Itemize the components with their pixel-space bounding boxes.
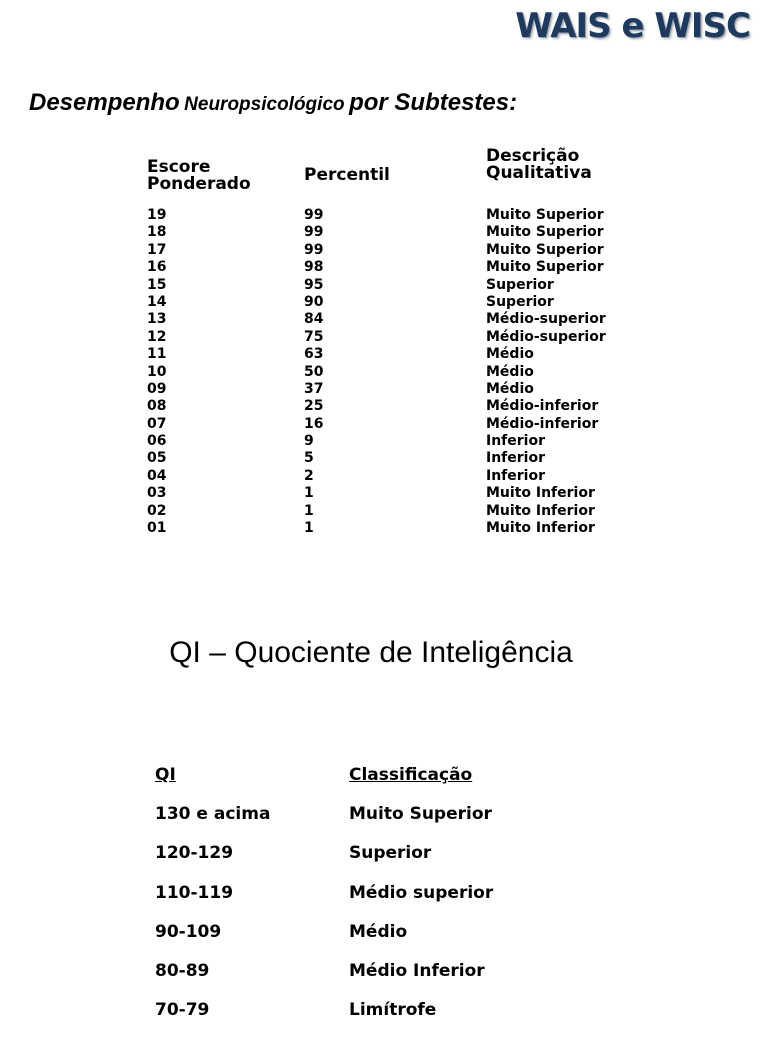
percentile-cell: 37	[304, 380, 324, 397]
qi-class-cell: Médio	[349, 921, 408, 942]
qi-class-cell: Médio superior	[349, 882, 494, 903]
score-cell: 04	[147, 467, 167, 484]
qi-range-cell: 90-109	[155, 921, 222, 942]
percentile-cell: 99	[304, 224, 324, 241]
description-cell: Médio-inferior	[486, 415, 599, 432]
table-row	[147, 224, 647, 241]
percentile-cell: 25	[304, 398, 324, 415]
qi-class-cell: Médio Inferior	[349, 960, 485, 981]
table-row	[155, 842, 635, 881]
description-cell: Superior	[486, 276, 554, 293]
score-cell: 14	[147, 293, 167, 310]
score-cell: 13	[147, 311, 167, 328]
header-escore-line1: Escore	[147, 157, 211, 177]
score-cell: 06	[147, 433, 167, 450]
section-heading-part3: por Subtestes:	[349, 89, 518, 116]
description-cell: Inferior	[486, 433, 545, 450]
description-cell: Médio-inferior	[486, 398, 599, 415]
score-cell: 09	[147, 380, 167, 397]
score-cell: 07	[147, 415, 167, 432]
qi-range-cell: 80-89	[155, 960, 210, 981]
percentile-cell: 99	[304, 207, 324, 223]
score-cell: 10	[147, 363, 167, 380]
table-row	[147, 450, 647, 467]
percentile-cell: 84	[304, 311, 324, 328]
table-row	[155, 803, 635, 842]
description-cell: Superior	[486, 293, 554, 310]
description-cell: Muito Inferior	[486, 485, 595, 502]
description-cell: Inferior	[486, 467, 545, 484]
description-cell: Muito Superior	[486, 207, 604, 223]
score-cell: 12	[147, 328, 167, 345]
table-row	[147, 207, 647, 224]
percentile-cell: 2	[304, 467, 314, 484]
qi-class-cell: Muito Superior	[349, 804, 492, 825]
score-table	[147, 145, 647, 537]
description-cell: Muito Inferior	[486, 520, 595, 537]
qi-class-cell: Superior	[349, 843, 432, 864]
percentile-cell: 95	[304, 276, 324, 293]
percentile-cell: 1	[304, 485, 314, 502]
table-row	[155, 882, 635, 921]
table-row	[147, 346, 647, 363]
score-cell: 15	[147, 276, 167, 293]
header-descricao-qualitativa	[486, 148, 636, 182]
table-row	[147, 520, 647, 537]
percentile-cell: 99	[304, 241, 324, 258]
table-row	[147, 259, 647, 276]
percentile-cell: 98	[304, 259, 324, 276]
table-row	[147, 485, 647, 502]
table-row	[147, 468, 647, 485]
percentile-cell: 5	[304, 450, 314, 467]
description-cell: Inferior	[486, 450, 545, 467]
description-cell: Médio	[486, 380, 534, 397]
description-cell: Médio-superior	[486, 328, 606, 345]
percentile-cell: 16	[304, 415, 324, 432]
percentile-cell: 9	[304, 433, 314, 450]
score-cell: 16	[147, 259, 167, 276]
header-qi: QI	[155, 765, 176, 785]
score-cell: 08	[147, 398, 167, 415]
score-cell: 05	[147, 450, 167, 467]
description-cell: Médio	[486, 346, 534, 363]
description-cell: Muito Superior	[486, 224, 604, 241]
section-heading-part1: Desempenho	[29, 89, 180, 116]
header-percentil: Percentil	[304, 165, 390, 185]
score-cell: 02	[147, 502, 167, 519]
score-cell: 17	[147, 241, 167, 258]
brand-title: WAIS e WISC	[515, 6, 750, 46]
header-classificacao: Classificação	[349, 765, 473, 785]
score-cell: 03	[147, 485, 167, 502]
percentile-cell: 75	[304, 328, 324, 345]
qi-class-cell: Limítrofe	[349, 1000, 437, 1021]
qi-title: QI – Quociente de Inteligência	[169, 636, 573, 669]
percentile-cell: 63	[304, 346, 324, 363]
description-cell: Médio-superior	[486, 311, 606, 328]
description-cell: Muito Superior	[486, 259, 604, 276]
header-descricao-line1: Descrição	[486, 146, 580, 166]
table-row	[147, 416, 647, 433]
table-row	[155, 999, 635, 1038]
qi-range-cell: 120-129	[155, 843, 234, 864]
section-heading-part2: Neuropsicológico	[184, 94, 345, 115]
score-table-header	[147, 145, 647, 207]
header-descricao-line2: Qualitativa	[486, 163, 592, 183]
description-cell: Médio	[486, 363, 534, 380]
description-cell: Muito Inferior	[486, 502, 595, 519]
table-row	[147, 503, 647, 520]
table-row	[147, 329, 647, 346]
table-row	[147, 381, 647, 398]
table-row	[155, 960, 635, 999]
percentile-cell: 50	[304, 363, 324, 380]
score-cell: 18	[147, 224, 167, 241]
header-escore-line2: Ponderado	[147, 174, 251, 194]
qi-table-header	[155, 764, 635, 803]
table-row	[147, 294, 647, 311]
table-row	[147, 311, 647, 328]
table-row	[147, 364, 647, 381]
percentile-cell: 90	[304, 293, 324, 310]
score-cell: 01	[147, 520, 167, 537]
section-heading	[29, 89, 517, 118]
qi-table	[155, 764, 635, 1038]
score-cell: 11	[147, 346, 167, 363]
qi-range-cell: 70-79	[155, 1000, 210, 1021]
header-escore-ponderado	[147, 159, 287, 193]
percentile-cell: 1	[304, 520, 314, 537]
score-table-body	[147, 207, 647, 537]
qi-range-cell: 110-119	[155, 882, 234, 903]
score-cell: 19	[147, 207, 167, 223]
description-cell: Muito Superior	[486, 241, 604, 258]
table-row	[147, 398, 647, 415]
table-row	[147, 433, 647, 450]
table-row	[147, 242, 647, 259]
qi-range-cell: 130 e acima	[155, 804, 271, 825]
percentile-cell: 1	[304, 502, 314, 519]
table-row	[155, 921, 635, 960]
table-row	[147, 277, 647, 294]
